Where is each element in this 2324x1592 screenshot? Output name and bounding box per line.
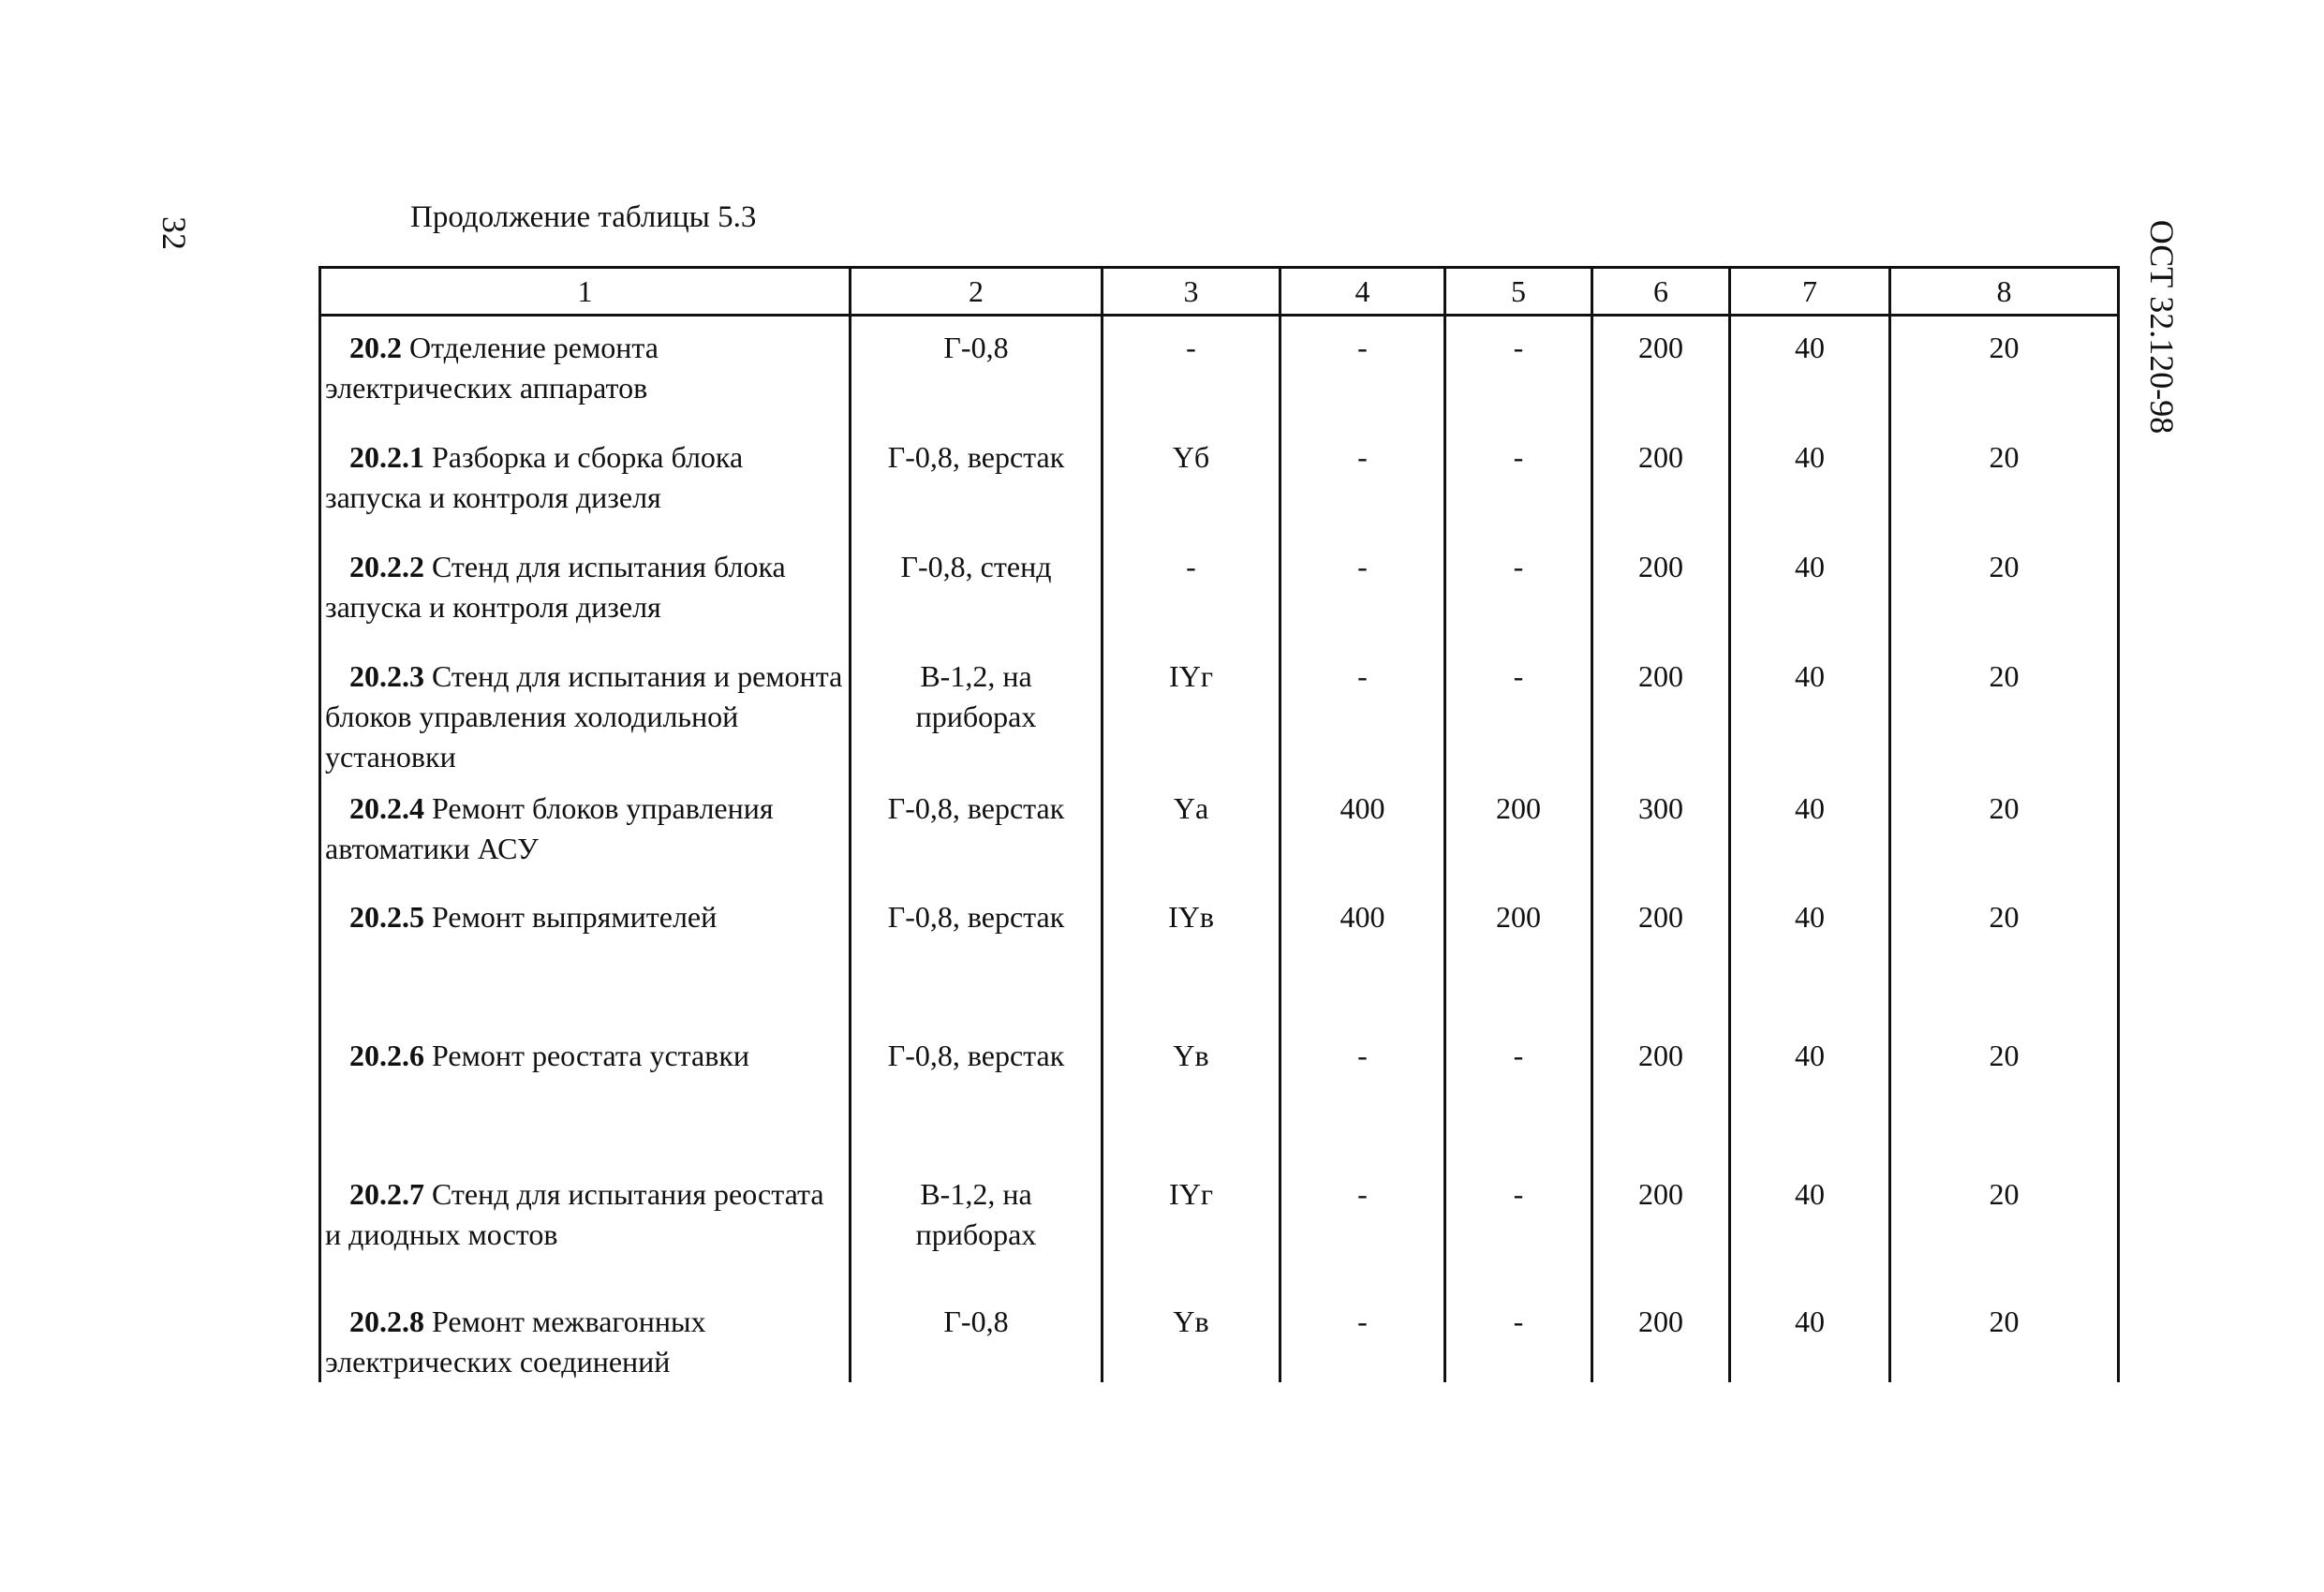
table-cell: - xyxy=(1280,426,1445,536)
data-table xyxy=(318,266,2120,1382)
item-text: Разборка и сборка блока запуска и контроля дизеля xyxy=(325,440,744,514)
table-row xyxy=(320,1163,2119,1290)
item-number: 20.2.4 xyxy=(349,791,424,825)
table-cell: 200 xyxy=(1592,536,1730,645)
item-text: Стенд для испытания и ремонта блоков управления холодильной установки xyxy=(325,659,843,774)
table-row xyxy=(320,426,2119,536)
room-name-cell xyxy=(320,886,851,1024)
room-name-cell xyxy=(320,1024,851,1163)
table-cell: Yа xyxy=(1103,777,1280,886)
table-cell: 20 xyxy=(1890,536,2119,645)
item-number: 20.2.7 xyxy=(349,1177,424,1211)
table-cell: 20 xyxy=(1890,886,2119,1024)
table-cell: 20 xyxy=(1890,316,2119,427)
table-cell: - xyxy=(1280,1024,1445,1163)
item-text: Стенд для испытания блока запуска и контроля дизеля xyxy=(325,550,786,624)
item-number: 20.2.6 xyxy=(349,1039,424,1072)
room-name-cell xyxy=(320,645,851,777)
table-cell: 20 xyxy=(1890,645,2119,777)
table-cell: В-1,2, на приборах xyxy=(851,1163,1103,1290)
table-cell: Г-0,8, верстак xyxy=(851,777,1103,886)
table-cell: - xyxy=(1445,1024,1592,1163)
table-row xyxy=(320,645,2119,777)
table-cell: 300 xyxy=(1592,777,1730,886)
table-cell: 40 xyxy=(1730,1024,1890,1163)
item-text: Стенд для испытания реостата и диодных мостов xyxy=(325,1177,824,1251)
table-row xyxy=(320,1290,2119,1382)
table-cell: 40 xyxy=(1730,316,1890,427)
table-cell: Г-0,8 xyxy=(851,1290,1103,1382)
table-row xyxy=(320,886,2119,1024)
table-cell: В-1,2, на приборах xyxy=(851,645,1103,777)
table-cell: - xyxy=(1445,426,1592,536)
table-cell: Г-0,8, верстак xyxy=(851,426,1103,536)
table-cell: 200 xyxy=(1445,777,1592,886)
table-cell: 400 xyxy=(1280,886,1445,1024)
table-cell: 200 xyxy=(1592,1163,1730,1290)
table-caption: Продолжение таблицы 5.3 xyxy=(410,200,757,234)
table-cell: Г-0,8, стенд xyxy=(851,536,1103,645)
table-row xyxy=(320,1024,2119,1163)
table-cell: 40 xyxy=(1730,886,1890,1024)
item-number: 20.2 xyxy=(349,331,402,364)
table-cell: - xyxy=(1280,536,1445,645)
table-cell: 200 xyxy=(1592,1290,1730,1382)
table-row xyxy=(320,536,2119,645)
column-header: 6 xyxy=(1592,268,1730,316)
room-name-cell xyxy=(320,536,851,645)
column-header: 2 xyxy=(851,268,1103,316)
table-cell: 20 xyxy=(1890,426,2119,536)
table-cell: Г-0,8, верстак xyxy=(851,1024,1103,1163)
item-number: 20.2.8 xyxy=(349,1305,424,1338)
column-header: 8 xyxy=(1890,268,2119,316)
table-cell: 40 xyxy=(1730,426,1890,536)
table-cell: - xyxy=(1445,1163,1592,1290)
table-cell: Г-0,8, верстак xyxy=(851,886,1103,1024)
table-cell: 20 xyxy=(1890,1024,2119,1163)
table-cell: IYг xyxy=(1103,1163,1280,1290)
table-cell: Г-0,8 xyxy=(851,316,1103,427)
item-number: 20.2.2 xyxy=(349,550,424,583)
table-cell: - xyxy=(1280,645,1445,777)
table-cell: 40 xyxy=(1730,1290,1890,1382)
page-number: 32 xyxy=(155,216,193,250)
table-cell: 40 xyxy=(1730,777,1890,886)
room-name-cell xyxy=(320,426,851,536)
column-header: 7 xyxy=(1730,268,1890,316)
table-cell: IYв xyxy=(1103,886,1280,1024)
item-number: 20.2.1 xyxy=(349,440,424,474)
document-code: ОСТ 32.120-98 xyxy=(2143,219,2181,435)
table-cell: 200 xyxy=(1592,1024,1730,1163)
table-cell: 40 xyxy=(1730,645,1890,777)
table-cell: 200 xyxy=(1445,886,1592,1024)
table-cell: 200 xyxy=(1592,316,1730,427)
table-cell: - xyxy=(1103,536,1280,645)
table-cell: - xyxy=(1445,645,1592,777)
table-cell: - xyxy=(1445,316,1592,427)
table-cell: - xyxy=(1280,1163,1445,1290)
room-name-cell xyxy=(320,777,851,886)
table-cell: 200 xyxy=(1592,886,1730,1024)
room-name-cell xyxy=(320,316,851,427)
table-cell: - xyxy=(1280,1290,1445,1382)
table-cell: - xyxy=(1103,316,1280,427)
column-header: 4 xyxy=(1280,268,1445,316)
item-number: 20.2.3 xyxy=(349,659,424,693)
item-text: Отделение ремонта электрических аппаратов xyxy=(325,331,659,405)
table-cell: 20 xyxy=(1890,1290,2119,1382)
table-row xyxy=(320,777,2119,886)
item-text: Ремонт межвагонных электрических соединений xyxy=(325,1305,706,1378)
table-cell: 40 xyxy=(1730,536,1890,645)
room-name-cell xyxy=(320,1290,851,1382)
table-cell: 20 xyxy=(1890,777,2119,886)
table-cell: - xyxy=(1445,1290,1592,1382)
table-cell: 400 xyxy=(1280,777,1445,886)
item-text: Ремонт реостата уставки xyxy=(432,1039,750,1072)
table-row xyxy=(320,316,2119,427)
item-text: Ремонт блоков управления автоматики АСУ xyxy=(325,791,774,865)
table-cell: Yв xyxy=(1103,1024,1280,1163)
table-cell: 200 xyxy=(1592,426,1730,536)
item-number: 20.2.5 xyxy=(349,900,424,934)
table-cell: IYг xyxy=(1103,645,1280,777)
table-cell: Yб xyxy=(1103,426,1280,536)
table-cell: - xyxy=(1280,316,1445,427)
table-cell: 200 xyxy=(1592,645,1730,777)
table-cell: Yв xyxy=(1103,1290,1280,1382)
table-cell: 40 xyxy=(1730,1163,1890,1290)
item-text: Ремонт выпрямителей xyxy=(432,900,718,934)
column-header: 5 xyxy=(1445,268,1592,316)
room-name-cell xyxy=(320,1163,851,1290)
table-cell: 20 xyxy=(1890,1163,2119,1290)
header-row xyxy=(320,268,2119,316)
column-header: 3 xyxy=(1103,268,1280,316)
column-header: 1 xyxy=(320,268,851,316)
table-cell: - xyxy=(1445,536,1592,645)
